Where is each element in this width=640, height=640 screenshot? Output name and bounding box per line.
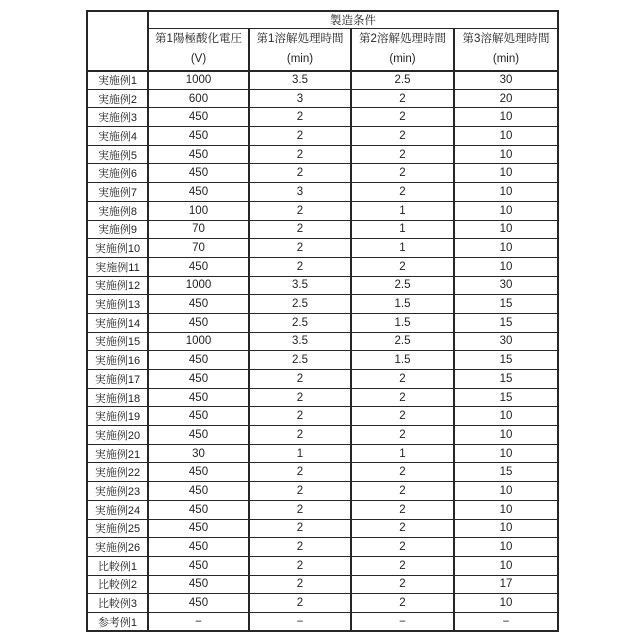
- table-row: [87, 612, 558, 631]
- table-row: [87, 71, 558, 90]
- row-label: 実施例2: [87, 89, 148, 108]
- row-label: 実施例12: [87, 276, 148, 295]
- cell-dissolution-time-3: 15: [454, 463, 558, 482]
- table-row: [87, 276, 558, 295]
- cell-dissolution-time-1: 3.5: [249, 332, 351, 351]
- cell-dissolution-time-1: 2.5: [249, 313, 351, 332]
- row-label: 参考例1: [87, 612, 148, 631]
- row-label: 実施例8: [87, 201, 148, 220]
- cell-dissolution-time-1: 2: [249, 594, 351, 613]
- table-row: [87, 201, 558, 220]
- cell-dissolution-time-2: 2: [351, 89, 454, 108]
- table-row: [87, 145, 558, 164]
- column-unit: (V): [190, 53, 207, 66]
- cell-anodizing-voltage: 30: [148, 444, 249, 463]
- column-name: 第2溶解処理時間: [359, 33, 446, 46]
- cell-anodizing-voltage: 600: [148, 89, 249, 108]
- table-row: [87, 463, 558, 482]
- cell-anodizing-voltage: 450: [148, 500, 249, 519]
- row-label: 実施例7: [87, 183, 148, 202]
- row-label: 実施例17: [87, 370, 148, 389]
- table-row: [87, 370, 558, 389]
- table-row: [87, 482, 558, 501]
- cell-dissolution-time-3: 10: [454, 108, 558, 127]
- row-label: 実施例15: [87, 332, 148, 351]
- table-row: [87, 519, 558, 538]
- row-label: 実施例10: [87, 239, 148, 258]
- cell-anodizing-voltage: 450: [148, 183, 249, 202]
- cell-dissolution-time-1: 2: [249, 201, 351, 220]
- row-label: 実施例16: [87, 351, 148, 370]
- table-row: [87, 426, 558, 445]
- cell-dissolution-time-2: 2: [351, 538, 454, 557]
- cell-dissolution-time-2: 2: [351, 575, 454, 594]
- cell-dissolution-time-1: 2: [249, 164, 351, 183]
- column-unit: (min): [286, 53, 314, 66]
- cell-dissolution-time-3: 10: [454, 220, 558, 239]
- cell-dissolution-time-2: 2: [351, 108, 454, 127]
- column-header-row: [87, 29, 558, 71]
- column-unit: (min): [389, 53, 416, 66]
- cell-anodizing-voltage: 450: [148, 519, 249, 538]
- column-header-dissolution-time-2: [351, 29, 454, 71]
- cell-anodizing-voltage: 450: [148, 388, 249, 407]
- cell-dissolution-time-3: 10: [454, 239, 558, 258]
- cell-dissolution-time-1: 2.5: [249, 351, 351, 370]
- table-row: [87, 295, 558, 314]
- cell-dissolution-time-3: 15: [454, 388, 558, 407]
- cell-dissolution-time-3: 10: [454, 164, 558, 183]
- column-unit: (min): [492, 53, 520, 66]
- cell-dissolution-time-2: 1: [351, 220, 454, 239]
- cell-dissolution-time-1: 2: [249, 482, 351, 501]
- cell-dissolution-time-2: 1: [351, 201, 454, 220]
- column-header-dissolution-time-1: [249, 29, 351, 71]
- table-row: [87, 351, 558, 370]
- cell-dissolution-time-1: 2: [249, 127, 351, 146]
- cell-dissolution-time-3: 10: [454, 500, 558, 519]
- cell-dissolution-time-3: 30: [454, 332, 558, 351]
- cell-dissolution-time-3: 10: [454, 145, 558, 164]
- table-row: [87, 313, 558, 332]
- cell-anodizing-voltage: 450: [148, 257, 249, 276]
- cell-dissolution-time-2: 2: [351, 127, 454, 146]
- cell-anodizing-voltage: 450: [148, 594, 249, 613]
- cell-dissolution-time-2: 1.5: [351, 295, 454, 314]
- cell-dissolution-time-3: 17: [454, 575, 558, 594]
- row-label: 実施例11: [87, 257, 148, 276]
- cell-dissolution-time-2: 2: [351, 183, 454, 202]
- cell-dissolution-time-1: 2: [249, 463, 351, 482]
- cell-anodizing-voltage: 70: [148, 220, 249, 239]
- row-label: 実施例24: [87, 500, 148, 519]
- column-header-dissolution-time-3: [454, 29, 558, 71]
- cell-anodizing-voltage: 450: [148, 164, 249, 183]
- cell-anodizing-voltage: 450: [148, 108, 249, 127]
- manufacturing-conditions-table: [86, 10, 559, 632]
- cell-dissolution-time-3: −: [454, 612, 558, 631]
- cell-dissolution-time-1: 3.5: [249, 276, 351, 295]
- cell-dissolution-time-1: −: [249, 612, 351, 631]
- cell-anodizing-voltage: 1000: [148, 276, 249, 295]
- row-label: 実施例25: [87, 519, 148, 538]
- cell-anodizing-voltage: 450: [148, 295, 249, 314]
- cell-anodizing-voltage: 450: [148, 575, 249, 594]
- cell-dissolution-time-1: 2: [249, 257, 351, 276]
- cell-dissolution-time-3: 10: [454, 594, 558, 613]
- cell-dissolution-time-3: 20: [454, 89, 558, 108]
- cell-dissolution-time-2: 2.5: [351, 276, 454, 295]
- table-row: [87, 500, 558, 519]
- cell-anodizing-voltage: 70: [148, 239, 249, 258]
- cell-anodizing-voltage: 450: [148, 145, 249, 164]
- table-row: [87, 594, 558, 613]
- cell-anodizing-voltage: 450: [148, 538, 249, 557]
- row-label: 比較例2: [87, 575, 148, 594]
- cell-dissolution-time-1: 2: [249, 538, 351, 557]
- cell-anodizing-voltage: 450: [148, 370, 249, 389]
- table-row: [87, 89, 558, 108]
- cell-dissolution-time-1: 2: [249, 239, 351, 258]
- cell-dissolution-time-1: 2: [249, 220, 351, 239]
- cell-dissolution-time-1: 2.5: [249, 295, 351, 314]
- cell-dissolution-time-1: 2: [249, 500, 351, 519]
- cell-dissolution-time-3: 15: [454, 295, 558, 314]
- cell-dissolution-time-1: 2: [249, 388, 351, 407]
- cell-dissolution-time-3: 30: [454, 71, 558, 90]
- cell-dissolution-time-1: 1: [249, 444, 351, 463]
- cell-dissolution-time-1: 3.5: [249, 71, 351, 90]
- cell-dissolution-time-1: 2: [249, 426, 351, 445]
- row-label: 実施例3: [87, 108, 148, 127]
- row-label: 実施例20: [87, 426, 148, 445]
- cell-dissolution-time-1: 2: [249, 370, 351, 389]
- cell-anodizing-voltage: 450: [148, 351, 249, 370]
- cell-anodizing-voltage: 100: [148, 201, 249, 220]
- table-row: [87, 556, 558, 575]
- cell-dissolution-time-3: 15: [454, 313, 558, 332]
- cell-dissolution-time-3: 15: [454, 370, 558, 389]
- row-label: 実施例23: [87, 482, 148, 501]
- cell-dissolution-time-2: 1.5: [351, 313, 454, 332]
- cell-dissolution-time-3: 10: [454, 556, 558, 575]
- row-label: 実施例26: [87, 538, 148, 557]
- cell-dissolution-time-2: 2.5: [351, 332, 454, 351]
- row-label: 実施例21: [87, 444, 148, 463]
- cell-dissolution-time-1: 3: [249, 89, 351, 108]
- cell-dissolution-time-2: 1: [351, 444, 454, 463]
- cell-anodizing-voltage: 450: [148, 426, 249, 445]
- cell-dissolution-time-3: 10: [454, 538, 558, 557]
- cell-dissolution-time-1: 2: [249, 108, 351, 127]
- cell-dissolution-time-2: 2: [351, 594, 454, 613]
- cell-anodizing-voltage: −: [148, 612, 249, 631]
- cell-dissolution-time-2: 2: [351, 257, 454, 276]
- table-body: [87, 71, 558, 632]
- table-title: 製造条件: [148, 11, 558, 29]
- cell-dissolution-time-2: 2: [351, 519, 454, 538]
- cell-dissolution-time-2: 2: [351, 426, 454, 445]
- row-label: 実施例19: [87, 407, 148, 426]
- table-row: [87, 127, 558, 146]
- cell-dissolution-time-2: −: [351, 612, 454, 631]
- cell-dissolution-time-2: 2: [351, 482, 454, 501]
- table-row: [87, 388, 558, 407]
- cell-dissolution-time-2: 2: [351, 407, 454, 426]
- cell-dissolution-time-1: 3: [249, 183, 351, 202]
- cell-anodizing-voltage: 450: [148, 313, 249, 332]
- row-label: 実施例14: [87, 313, 148, 332]
- cell-dissolution-time-2: 1.5: [351, 351, 454, 370]
- cell-dissolution-time-1: 2: [249, 575, 351, 594]
- cell-dissolution-time-1: 2: [249, 556, 351, 575]
- table-row: [87, 108, 558, 127]
- row-label: 実施例18: [87, 388, 148, 407]
- row-label: 比較例3: [87, 594, 148, 613]
- cell-dissolution-time-3: 10: [454, 127, 558, 146]
- cell-dissolution-time-3: 10: [454, 519, 558, 538]
- table-row: [87, 164, 558, 183]
- table-row: [87, 575, 558, 594]
- cell-dissolution-time-2: 2: [351, 164, 454, 183]
- table-row: [87, 332, 558, 351]
- cell-dissolution-time-3: 10: [454, 426, 558, 445]
- row-label: 実施例9: [87, 220, 148, 239]
- cell-dissolution-time-1: 2: [249, 407, 351, 426]
- table-row: [87, 183, 558, 202]
- table-row: [87, 239, 558, 258]
- table-row: [87, 407, 558, 426]
- cell-dissolution-time-2: 2: [351, 463, 454, 482]
- cell-anodizing-voltage: 1000: [148, 71, 249, 90]
- cell-dissolution-time-3: 10: [454, 482, 558, 501]
- row-label: 実施例4: [87, 127, 148, 146]
- cell-anodizing-voltage: 1000: [148, 332, 249, 351]
- cell-dissolution-time-2: 2: [351, 370, 454, 389]
- row-label: 実施例5: [87, 145, 148, 164]
- corner-cell: [87, 11, 148, 71]
- cell-dissolution-time-1: 2: [249, 145, 351, 164]
- cell-anodizing-voltage: 450: [148, 482, 249, 501]
- table-row: [87, 444, 558, 463]
- cell-dissolution-time-2: 1: [351, 239, 454, 258]
- row-label: 実施例13: [87, 295, 148, 314]
- row-label: 実施例22: [87, 463, 148, 482]
- cell-dissolution-time-3: 10: [454, 201, 558, 220]
- cell-dissolution-time-3: 10: [454, 444, 558, 463]
- cell-dissolution-time-2: 2: [351, 388, 454, 407]
- table-title-row: [87, 11, 558, 29]
- cell-dissolution-time-2: 2: [351, 556, 454, 575]
- cell-dissolution-time-2: 2: [351, 145, 454, 164]
- cell-dissolution-time-3: 15: [454, 351, 558, 370]
- cell-dissolution-time-2: 2: [351, 500, 454, 519]
- column-name: 第1溶解処理時間: [256, 33, 344, 46]
- cell-anodizing-voltage: 450: [148, 407, 249, 426]
- cell-dissolution-time-3: 10: [454, 407, 558, 426]
- table-row: [87, 220, 558, 239]
- cell-dissolution-time-3: 10: [454, 257, 558, 276]
- table-row: [87, 538, 558, 557]
- cell-dissolution-time-3: 10: [454, 183, 558, 202]
- cell-dissolution-time-3: 30: [454, 276, 558, 295]
- cell-anodizing-voltage: 450: [148, 463, 249, 482]
- column-header-anodizing-voltage: [148, 29, 249, 71]
- cell-dissolution-time-2: 2.5: [351, 71, 454, 90]
- cell-dissolution-time-1: 2: [249, 519, 351, 538]
- cell-anodizing-voltage: 450: [148, 556, 249, 575]
- table-row: [87, 257, 558, 276]
- row-label: 比較例1: [87, 556, 148, 575]
- row-label: 実施例1: [87, 71, 148, 90]
- column-name: 第3溶解処理時間: [462, 33, 550, 46]
- column-name: 第1陽極酸化電圧: [155, 33, 242, 46]
- row-label: 実施例6: [87, 164, 148, 183]
- cell-anodizing-voltage: 450: [148, 127, 249, 146]
